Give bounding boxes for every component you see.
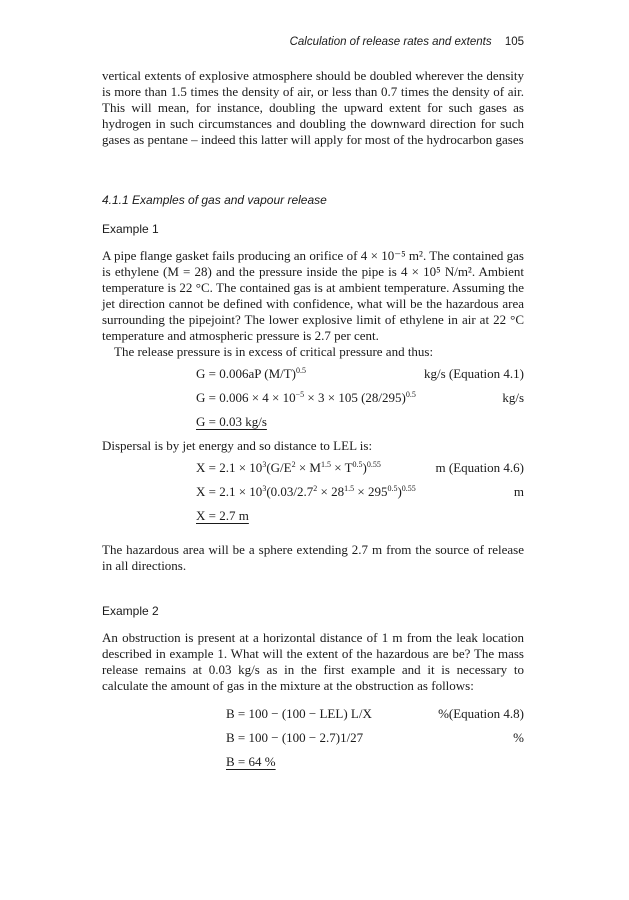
equation-4-lhs: $X = 2.1 \times 10^3(G/E^2 \times M^{1.5} \times T^{0.5})^{0.55}$ [196, 460, 381, 475]
example2-equation-2-unit: % [513, 730, 524, 745]
equation-1-lhs: G = 0.006aP $(M/T)^{0.5}$ [196, 366, 307, 381]
equation-5-unit: m [513, 484, 524, 499]
example1-equation-6 [196, 508, 524, 526]
example2-equation-3 [226, 754, 524, 772]
equation-6-result: X = 2.7 m [196, 508, 249, 523]
example1-equation-2 [196, 390, 524, 408]
example1-equation-5 [196, 484, 524, 502]
example2-equation-1-lhs: B = 100 − (100 − LEL) L/X [226, 706, 372, 721]
equation-4-unit: m (Equation 4.6) [435, 460, 524, 475]
example1-dispersal-text: Dispersal is by jet energy and so distance to LEL is: [102, 438, 373, 453]
example1-conclusion: The hazardous area will be a sphere extending 2.7 m from the source of release in all directions. [102, 542, 524, 573]
example2-problem: An obstruction is present at a horizontal distance of 1 m from the leak location described in example 1. What will the extent of the hazardous are be? The mass release remains at 0.03 kg/s as in the first example and it is necessary to calculate the amount of gas in the mixture at the obstruction as follows: [102, 630, 524, 693]
example1-heading: Example 1 [102, 222, 159, 236]
example2-equation-1-unit: %(Equation 4.8) [438, 706, 524, 721]
example2-heading: Example 2 [102, 604, 159, 618]
running-header [102, 36, 524, 48]
page-number: 105 [504, 36, 524, 48]
running-header-title: Calculation of release rates and extents [289, 36, 492, 48]
equation-5-lhs: $X = 2.1 \times 10^3(0.03/2.7^2 \times 28^{1.5} \times 295^{0.5})^{0.55}$ [196, 484, 416, 499]
example1-release-text: The release pressure is in excess of critical pressure and thus: [114, 344, 434, 359]
example1-equation-3 [196, 414, 524, 432]
example2-equation-1 [226, 706, 524, 724]
example2-equation-2 [226, 730, 524, 748]
equation-2-unit: kg/s [502, 390, 524, 405]
equation-2-lhs: $G = 0.006 \times 4 \times 10^{-5} \times 3 \times 105$ $(28/295)^{0.5}$ [196, 390, 416, 405]
example2-equation-2-lhs: B = 100 − (100 − 2.7)1/27 [226, 730, 364, 745]
example1-problem: A pipe flange gasket fails producing an orifice of 4 × 10⁻⁵ m². The contained gas is ethylene (M = 28) and the pressure inside the pipe is 4 × 10⁵ N/m². Ambient temperature is 22 °C. The contained gas is at ambient temperature. Assuming the jet direction cannot be defined with confidence, what will be the hazardous area surrounding the pipejoint? The lower explosive limit of ethylene in air at 22 °C temperature and atmospheric pressure is 2.7 per cent. [102, 248, 524, 343]
example1-equation-1 [196, 366, 524, 384]
intro-paragraph: vertical extents of explosive atmosphere should be doubled wherever the density is more than 1.5 times the density of air, or less than 0.7 times the density of air. This will mean, for instance, doubling the upward extent for such gases as hydrogen in such circumstances and doubling the downward direction for such gases as pentane – indeed this latter will apply for most of the hydrocarbon gases [102, 68, 524, 147]
equation-3-result: G = 0.03 kg/s [196, 414, 267, 429]
section-heading: 4.1.1 Examples of gas and vapour release [102, 193, 327, 207]
example2-equation-3-result: B = 64 % [226, 754, 276, 769]
example1-equation-4 [196, 460, 524, 478]
equation-1-unit: kg/s (Equation 4.1) [423, 366, 524, 381]
